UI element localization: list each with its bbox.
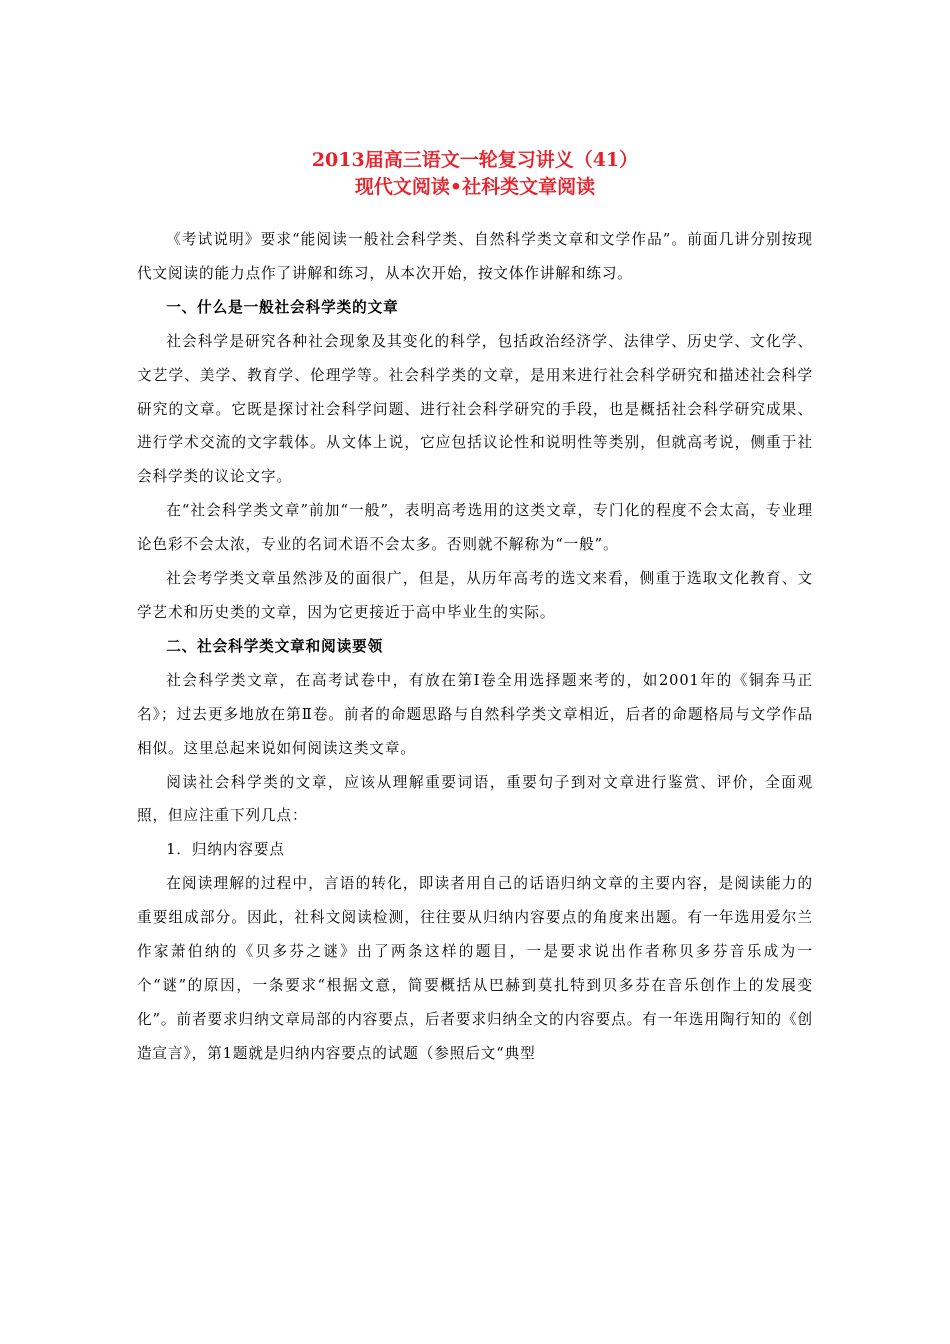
- numbered-subheading: 1．归纳内容要点: [166, 841, 285, 859]
- intro-paragraph: 《考试说明》要求“能阅读一般社会科学类、自然科学类文章和文学作品”。前面几讲分别按现代文阅读的能力点作了讲解和练习，从本次开始，按文体作讲解和练习。: [137, 231, 813, 282]
- document-body: [137, 223, 813, 1071]
- body-paragraph: 在“社会科学类文章”前加“一般”，表明高考选用的这类文章，专门化的程度不会太高，专业理论色彩不会太浓，专业的名词术语不会太多。否则就不解称为“一般”。: [137, 502, 813, 554]
- body-paragraph: 社会考学类文章虽然涉及的面很广，但是，从历年高考的选文来看，侧重于选取文化教育、文学艺术和历史类的文章，因为它更接近于高中毕业生的实际。: [137, 570, 813, 621]
- section-heading-2: 二、社会科学类文章和阅读要领: [166, 637, 384, 655]
- body-paragraph: 社会科学类文章，在高考试卷中，有放在第Ⅰ卷全用选择题来考的，如2001年的《铜奔马正名》；过去更多地放在第Ⅱ卷。前者的命题思路与自然科学类文章相近，后者的命题格局与文学作品相似。这里总起来说如何阅读这类文章。: [137, 671, 813, 757]
- title-line-1: 2013届高三语文一轮复习讲义（41）: [311, 149, 639, 171]
- body-paragraph: 在阅读理解的过程中，言语的转化，即读者用自己的话语归纳文章的主要内容，是阅读能力的重要组成部分。因此，社科文阅读检测，往往要从归纳内容要点的角度来出题。有一年选用爱尔兰作家萧伯纳的《贝多芬之谜》出了两条这样的题目，一是要求说出作者称贝多芬音乐成为一个“谜”的原因，一条要求“根据文意，简要概括从巴赫到莫扎特到贝多芬在音乐创作上的发展变化”。前者要求归纳文章局部的内容要点，后者要求归纳全文的内容要点。有一年选用陶行知的《创造宣言》，第1题就是归纳内容要点的试题（参照后文“典型: [137, 875, 813, 1062]
- body-paragraph: 社会科学是研究各种社会现象及其变化的科学，包括政治经济学、法律学、历史学、文化学、文艺学、美学、教育学、伦理学等。社会科学类的文章，是用来进行社会科学研究和描述社会科学研究的文章。它既是探讨社会科学问题、进行社会科学研究的手段，也是概括社会科学研究成果、进行学术交流的文字载体。从文体上说，它应包括议论性和说明性等类别，但就高考说，侧重于社会科学类的议论文字。: [137, 332, 813, 486]
- section-heading-1: 一、什么是一般社会科学类的文章: [166, 298, 399, 316]
- body-paragraph: 阅读社会科学类的文章，应该从理解重要词语，重要句子到对文章进行鉴赏、评价，全面观照，但应注重下列几点：: [137, 773, 813, 825]
- title-line-2: 现代文阅读•社科类文章阅读: [354, 176, 596, 198]
- document-title: [0, 147, 950, 201]
